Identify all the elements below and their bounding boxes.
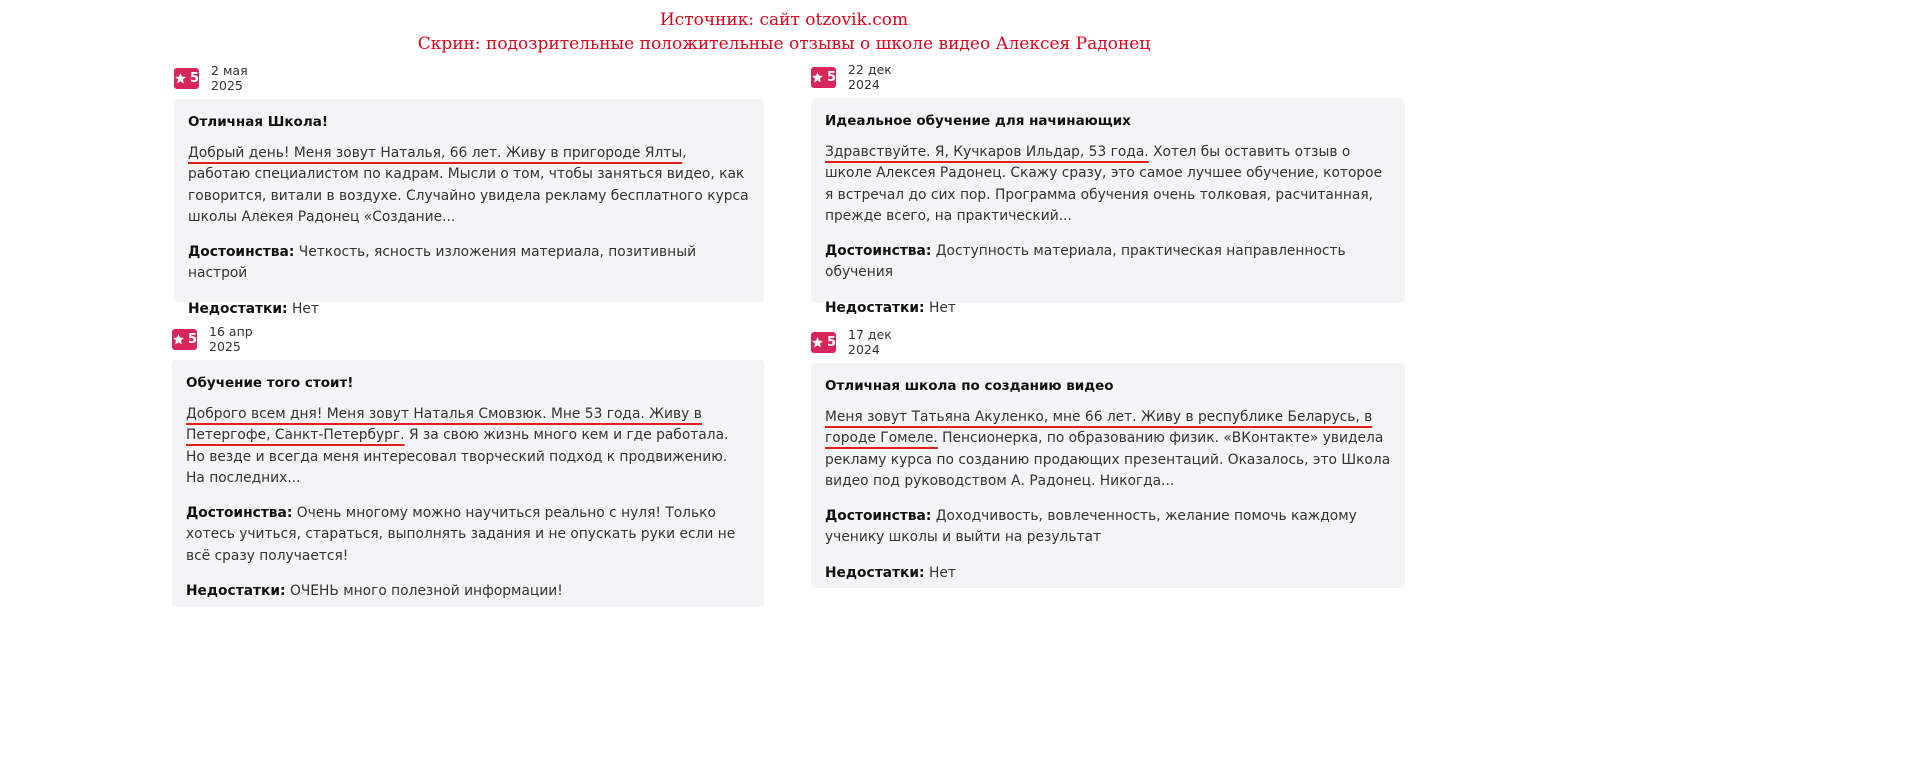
review-text-rest: , работаю специалистом по кадрам. Мысли о том, чтобы заняться видео, как говорится, витали в воздухе. Случайно увидела рекламу бесплатного курса школы Алекея Радонец «Создание... bbox=[188, 145, 749, 225]
review-date: 22 дек 2024 bbox=[848, 62, 892, 92]
review-pros bbox=[186, 503, 750, 567]
review-text-rest: Я за свою жизнь много кем и где работала. Но везде и всегда меня интересовал творческий подход к продвижению. На последних... bbox=[186, 427, 729, 486]
review-cons bbox=[188, 299, 750, 320]
caption-source: Источник: сайт otzovik.com bbox=[659, 10, 909, 30]
review-text-rest: Хотел бы оставить отзыв о школе Алексея Радонец. Скажу сразу, это самое лучшее обучение, которое я встречал до сих пор. Программа обучения очень толковая, расчитанная, прежде всего, на практический... bbox=[825, 144, 1383, 224]
review-pros bbox=[825, 241, 1391, 284]
cons-label: Недостатки: bbox=[186, 583, 286, 600]
pros-label: Достоинства: bbox=[825, 508, 932, 525]
review-content bbox=[811, 98, 1405, 316]
review-date: 2 мая 2025 bbox=[211, 63, 248, 93]
pros-text: Доходчивость, вовлеченность, желание помочь каждому ученику школы и выйти на результат bbox=[825, 508, 1357, 546]
review-cons bbox=[825, 563, 1391, 584]
rating-badge bbox=[811, 332, 836, 353]
pros-label: Достоинства: bbox=[188, 244, 295, 261]
review-meta bbox=[811, 62, 892, 92]
review-title[interactable]: Отличная школа по созданию видео bbox=[825, 378, 1114, 394]
cons-label: Недостатки: bbox=[825, 299, 925, 316]
pros-text: Четкость, ясность изложения материала, позитивный настрой bbox=[188, 244, 697, 282]
pros-label: Достоинства: bbox=[825, 243, 932, 260]
review-title[interactable]: Обучение того стоит! bbox=[186, 375, 354, 391]
rating-value: 5 bbox=[827, 334, 837, 350]
star-icon bbox=[172, 333, 185, 346]
rating-badge bbox=[172, 329, 197, 350]
pros-label: Достоинства: bbox=[186, 505, 293, 522]
review-text[interactable] bbox=[825, 142, 1391, 227]
review-text[interactable] bbox=[186, 404, 750, 489]
review-date: 16 апр 2025 bbox=[209, 324, 253, 354]
rating-value: 5 bbox=[190, 70, 200, 86]
review-pros bbox=[825, 506, 1391, 549]
underlined-text: Доброго всем дня! Меня зовут Наталья Смовзюк. Мне 53 года. Живу в Петергофе, Санкт-Петербург. bbox=[186, 406, 702, 444]
review-content bbox=[172, 360, 764, 607]
cons-label: Недостатки: bbox=[188, 300, 288, 317]
review-content bbox=[174, 99, 764, 317]
underlined-text: Меня зовут Татьяна Акуленко, мне 66 лет. Живу в республике Беларусь, в городе Гомеле. bbox=[825, 409, 1373, 447]
rating-value: 5 bbox=[188, 331, 198, 347]
rating-value: 5 bbox=[827, 69, 837, 85]
star-icon bbox=[811, 71, 824, 84]
underlined-text: Здравствуйте. Я, Кучкаров Ильдар, 53 года. bbox=[825, 144, 1149, 160]
review-meta bbox=[172, 324, 253, 354]
review-cons bbox=[825, 298, 1391, 319]
star-icon bbox=[174, 72, 187, 85]
review-text[interactable] bbox=[188, 143, 750, 228]
cons-text: Нет bbox=[928, 299, 956, 316]
review-cons bbox=[186, 581, 750, 602]
review-pros bbox=[188, 242, 750, 285]
star-icon bbox=[811, 336, 824, 349]
caption-description: Скрин: подозрительные положительные отзывы о школе видео Алексея Радонец bbox=[417, 34, 1151, 54]
pros-text: Очень многому можно научиться реально с нуля! Только хотесь учиться, стараться, выполнять задания и не опускать руки если не всё сразу получается! bbox=[186, 505, 736, 564]
review-date: 17 дек 2024 bbox=[848, 327, 892, 357]
cons-text: ОЧЕНЬ много полезной информации! bbox=[289, 583, 563, 600]
cons-label: Недостатки: bbox=[825, 564, 925, 581]
review-text-rest: Пенсионерка, по образованию физик. «ВКонтакте» увидела рекламу курса по созданию продающих презентаций. Оказалось, это Школа видео под руководством А. Радонец. Никогда... bbox=[825, 430, 1391, 489]
review-title[interactable]: Отличная Школа! bbox=[188, 114, 328, 130]
review-title[interactable]: Идеальное обучение для начинающих bbox=[825, 113, 1131, 129]
review-meta bbox=[174, 63, 255, 93]
underlined-text: Добрый день! Меня зовут Наталья, 66 лет. Живу в пригороде Ялты bbox=[188, 145, 683, 161]
pros-text: Доступность материала, практическая направленность обучения bbox=[825, 243, 1346, 281]
cons-text: Нет bbox=[291, 300, 319, 317]
rating-badge bbox=[174, 68, 199, 89]
rating-badge bbox=[811, 67, 836, 88]
review-text[interactable] bbox=[825, 407, 1391, 492]
cons-text: Нет bbox=[928, 564, 956, 581]
review-meta bbox=[811, 327, 892, 357]
review-content bbox=[811, 363, 1405, 588]
